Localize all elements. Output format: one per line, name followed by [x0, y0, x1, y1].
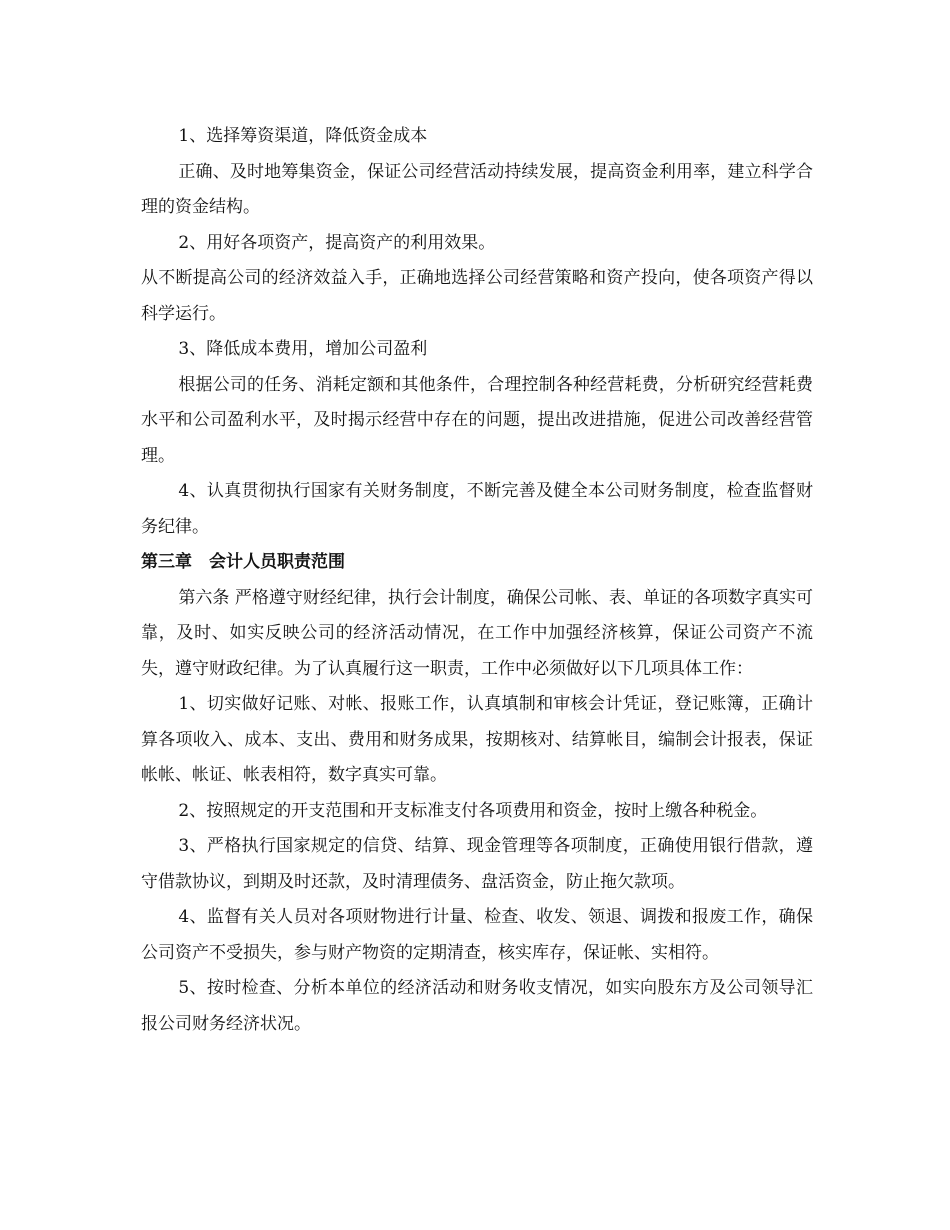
- duty-item-bookkeeping: 1、切实做好记账、对帐、报账工作，认真填制和审核会计凭证，登记账簿，正确计算各项收入、成本、支出、费用和财务成果，按期核对、结算帐目，编制会计报表，保证帐帐、帐证、帐表相符，数字真实可靠。: [141, 694, 813, 785]
- duty-item-expenses: 2、按照规定的开支范围和开支标准支付各项费用和资金，按时上缴各种税金。: [178, 800, 768, 821]
- chapter-heading: 第三章 会计人员职责范围: [141, 552, 345, 572]
- duty-item-reporting: 5、按时检查、分析本单位的经济活动和财务收支情况，如实向股东方及公司领导汇报公司财务经济状况。: [141, 978, 813, 1034]
- duty-item-property-supervision: 4、监督有关人员对各项财物进行计量、检查、收发、领退、调拨和报废工作，确保公司资产不受损失，参与财产物资的定期清查，核实库存，保证帐、实相符。: [141, 907, 813, 963]
- list-item-asset-usage: 2、用好各项资产，提高资产的利用效果。: [178, 232, 496, 253]
- document-page: [141, 119, 813, 1042]
- list-item-financing-channels: 1、选择筹资渠道，降低资金成本: [178, 126, 428, 146]
- duty-item-credit: 3、严格执行国家规定的信贷、结算、现金管理等各项制度，正确使用银行借款，遵守借款协议，到期及时还款，及时清理债务、盘活资金，防止拖欠款项。: [141, 836, 813, 892]
- body-paragraph: 从不断提高公司的经济效益入手，正确地选择公司经营策略和资产投向，使各项资产得以科学运行。: [141, 268, 813, 324]
- list-item-financial-regulations: 4、认真贯彻执行国家有关财务制度，不断完善及健全本公司财务制度，检查监督财务纪律。: [141, 481, 813, 537]
- article-six-paragraph: 第六条 严格遵守财经纪律，执行会计制度，确保公司帐、表、单证的各项数字真实可靠，及时、如实反映公司的经济活动情况，在工作中加强经济核算，保证公司资产不流失，遵守财政纪律。为了认真履行这一职责，工作中必须做好以下几项具体工作：: [141, 587, 813, 679]
- body-paragraph: 根据公司的任务、消耗定额和其他条件，合理控制各种经营耗费，分析研究经营耗费水平和公司盈利水平，及时揭示经营中存在的问题，提出改进措施，促进公司改善经营管理。: [141, 374, 813, 466]
- body-paragraph: 正确、及时地筹集资金，保证公司经营活动持续发展，提高资金利用率，建立科学合理的资金结构。: [141, 161, 813, 217]
- list-item-reduce-costs: 3、降低成本费用，增加公司盈利: [178, 339, 428, 359]
